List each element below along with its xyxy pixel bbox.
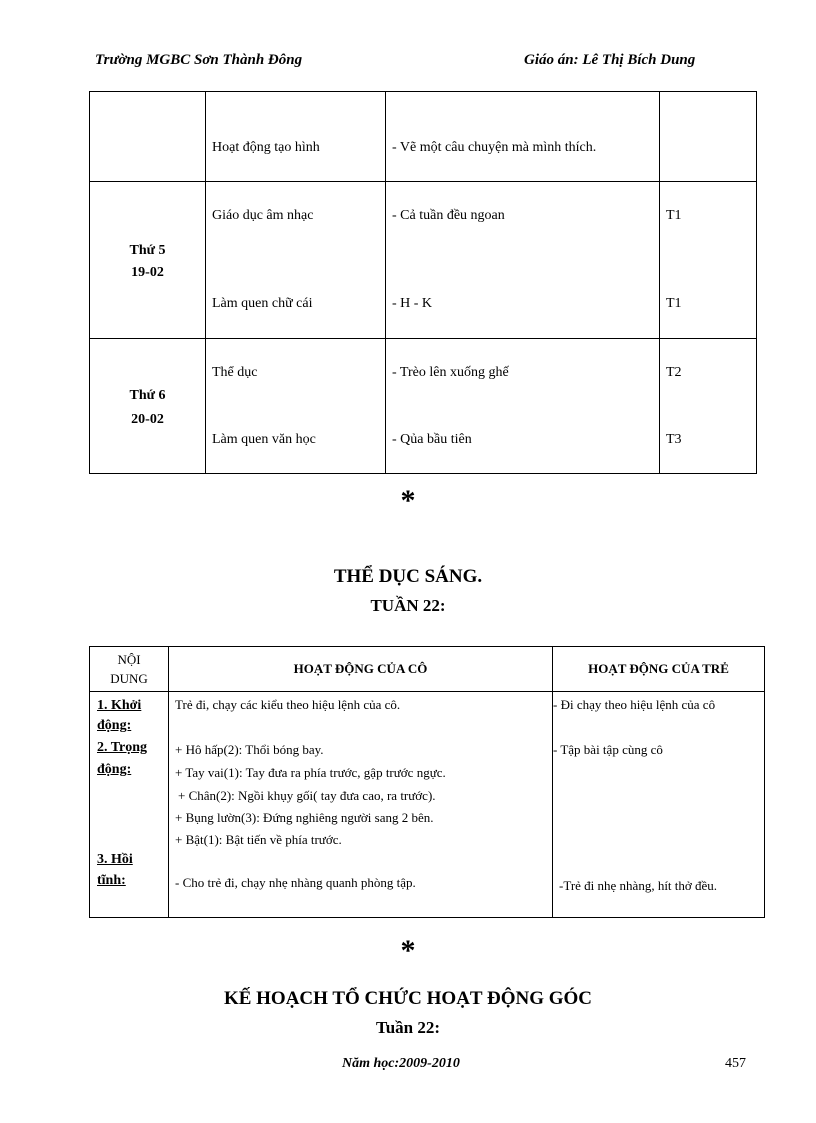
schedule-day-cell (90, 339, 206, 474)
children-line: - Đi chạy theo hiệu lệnh của cô (553, 697, 716, 712)
note-text: T1 (666, 296, 682, 311)
teacher-activity-cell (169, 692, 553, 918)
header-school: Trường MGBC Sơn Thành Đông (95, 52, 303, 68)
schedule-activity-cell (206, 92, 386, 182)
content-text: - Qủa bầu tiên (392, 432, 472, 447)
activity-text: Làm quen chữ cái (212, 296, 313, 311)
activity-text: Làm quen văn học (212, 432, 316, 447)
teacher-line: Trẻ đi, chạy các kiểu theo hiệu lệnh của cô. (175, 697, 401, 712)
schedule-day-cell (90, 92, 206, 182)
schedule-content-cell (386, 182, 660, 339)
exercise-table (89, 646, 765, 918)
children-activity-cell (553, 692, 765, 918)
header-teacher: Giáo án: Lê Thị Bích Dung (524, 52, 696, 68)
schedule-day-cell (90, 182, 206, 339)
stage-main-line2: động: (97, 762, 132, 777)
separator-star: * (400, 484, 416, 517)
stage-cooldown-line1: 3. Hồi (97, 852, 133, 867)
schedule-activity-cell (206, 182, 386, 339)
activity-text: Hoạt động tạo hình (212, 140, 320, 155)
footer-school-year: Năm học:2009-2010 (342, 1056, 460, 1071)
exercise-header-row (90, 647, 765, 692)
schedule-note-cell (660, 182, 757, 339)
schedule-activity-cell (206, 339, 386, 474)
schedule-note-cell (660, 339, 757, 474)
teacher-line: + Bụng lườn(3): Đứng nghiêng người sang 2 bên. (175, 810, 434, 825)
schedule-row (90, 92, 757, 182)
stage-warmup-line2: động: (97, 718, 132, 733)
page-number: 457 (725, 1056, 746, 1071)
schedule-table (89, 91, 757, 474)
schedule-note-cell (660, 92, 757, 182)
stages-cell (90, 692, 169, 918)
section-title-corner-activity-plan: KẾ HOẠCH TỔ CHỨC HOẠT ĐỘNG GÓC (223, 988, 593, 1009)
content-text: - H - K (392, 296, 433, 311)
section-title-morning-exercise: THỂ DỤC SÁNG. (333, 566, 483, 587)
children-line: - Tập bài tập cùng cô (553, 742, 663, 757)
note-text: T1 (666, 208, 682, 223)
children-line: -Trẻ đi nhẹ nhàng, hít thở đều. (559, 878, 718, 893)
teacher-line: + Chân(2): Ngồi khụy gối( tay đưa cao, ra trước). (178, 788, 436, 803)
teacher-line: + Tay vai(1): Tay đưa ra phía trước, gập trước ngực. (175, 765, 446, 780)
day-label: Thứ 6 (129, 388, 166, 403)
schedule-content-cell (386, 339, 660, 474)
stage-warmup-line1: 1. Khởi (97, 698, 142, 713)
date-label: 20-02 (131, 412, 164, 427)
stage-main-line1: 2. Trọng (97, 740, 148, 755)
header-teacher-activity: HOẠT ĐỘNG CỦA CÔ (169, 647, 553, 692)
schedule-content-cell (386, 92, 660, 182)
header-children-activity: HOẠT ĐỘNG CỦA TRẺ (553, 647, 765, 692)
stage-cooldown-line2: tĩnh: (97, 873, 126, 888)
section-subtitle-week: Tuần 22: (375, 1018, 441, 1037)
header-content-line2: DUNG (110, 671, 148, 686)
note-text: T3 (666, 432, 682, 447)
schedule-row (90, 182, 757, 339)
separator-star: * (400, 934, 416, 967)
section-subtitle-week: TUẦN 22: (370, 596, 446, 615)
day-label: Thứ 5 (129, 243, 166, 258)
teacher-line: + Bật(1): Bật tiến về phía trước. (175, 832, 342, 847)
activity-text: Thể dục (212, 365, 258, 380)
teacher-line: - Cho trẻ đi, chạy nhẹ nhàng quanh phòng tập. (175, 875, 416, 890)
teacher-line: + Hô hấp(2): Thổi bóng bay. (175, 742, 324, 757)
activity-text: Giáo dục âm nhạc (212, 208, 314, 223)
content-text: - Cả tuần đều ngoan (392, 208, 505, 223)
note-text: T2 (666, 365, 682, 380)
date-label: 19-02 (131, 265, 164, 280)
header-content (90, 647, 169, 692)
content-text: - Trèo lên xuống ghế (392, 365, 509, 380)
schedule-row (90, 339, 757, 474)
exercise-body-row (90, 692, 765, 918)
content-text: - Vẽ một câu chuyện mà mình thích. (392, 140, 597, 155)
header-content-line1: NỘI (117, 652, 141, 667)
